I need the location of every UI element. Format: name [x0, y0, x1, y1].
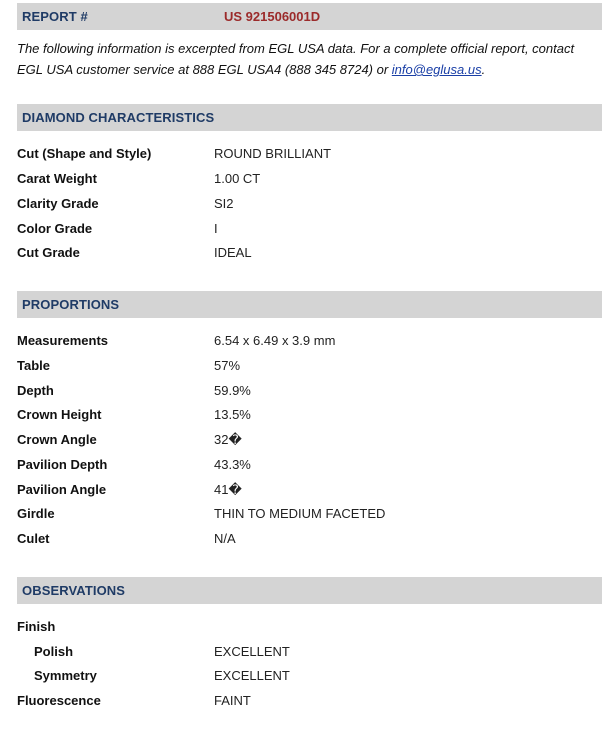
proportions-header	[17, 291, 602, 318]
row-value: 6.54 x 6.49 x 3.9 mm	[214, 333, 336, 348]
row-label: Girdle	[17, 506, 55, 521]
proportion-row	[17, 457, 602, 475]
row-label: Table	[17, 358, 50, 373]
row-label: Symmetry	[34, 668, 97, 683]
row-label: Cut Grade	[17, 245, 80, 260]
proportion-row	[17, 482, 602, 500]
row-value: 43.3%	[214, 457, 251, 472]
row-value: 57%	[214, 358, 241, 373]
proportion-row	[17, 531, 602, 549]
row-value: 32�	[214, 432, 242, 447]
characteristic-row	[17, 146, 602, 164]
row-label: Clarity Grade	[17, 196, 99, 211]
proportion-row	[17, 407, 602, 425]
row-value: EXCELLENT	[214, 644, 290, 659]
proportion-row	[17, 432, 602, 450]
row-value: I	[214, 221, 218, 236]
intro-text: The following information is excerpted from EGL USA data. For a complete official report, contact EGL USA customer service at 888 EGL USA4 (888 345 8724) or	[17, 41, 575, 77]
row-value: 13.5%	[214, 407, 251, 422]
row-label: Measurements	[17, 333, 109, 348]
proportion-row	[17, 383, 602, 401]
row-value: 59.9%	[214, 383, 251, 398]
row-label: Crown Height	[17, 407, 102, 422]
characteristic-row	[17, 171, 602, 189]
row-value: 1.00 CT	[214, 171, 261, 186]
row-label: Polish	[34, 644, 74, 659]
characteristic-row	[17, 245, 602, 263]
section-title: PROPORTIONS	[22, 297, 120, 312]
intro-paragraph	[17, 38, 602, 80]
observation-group-row	[17, 619, 602, 637]
characteristic-row	[17, 221, 602, 239]
row-label: Pavilion Depth	[17, 457, 108, 472]
row-label: Crown Angle	[17, 432, 97, 447]
row-value: FAINT	[214, 693, 251, 708]
proportion-row	[17, 333, 602, 351]
row-value: N/A	[214, 531, 236, 546]
row-label: Carat Weight	[17, 171, 97, 186]
row-value: IDEAL	[214, 245, 252, 260]
row-label: Culet	[17, 531, 50, 546]
section-title: OBSERVATIONS	[22, 583, 126, 598]
row-value: EXCELLENT	[214, 668, 290, 683]
report-number: US 921506001D	[224, 9, 321, 24]
observation-row	[17, 644, 602, 662]
row-value: 41�	[214, 482, 242, 497]
observations-header	[17, 577, 602, 604]
proportion-row	[17, 506, 602, 524]
proportion-row	[17, 358, 602, 376]
row-value: SI2	[214, 196, 234, 211]
row-label: Depth	[17, 383, 54, 398]
observation-row	[17, 693, 602, 711]
row-value: ROUND BRILLIANT	[214, 146, 332, 161]
row-label: Pavilion Angle	[17, 482, 107, 497]
diamond-characteristics-header	[17, 104, 602, 131]
observation-row	[17, 668, 602, 686]
report-label: REPORT #	[22, 9, 88, 24]
report-header-bar	[17, 3, 602, 30]
email-link[interactable]: info@eglusa.us	[391, 62, 482, 77]
characteristic-row	[17, 196, 602, 214]
row-label: Color Grade	[17, 221, 93, 236]
finish-label: Finish	[17, 619, 56, 634]
row-label: Cut (Shape and Style)	[17, 146, 152, 161]
row-label: Fluorescence	[17, 693, 101, 708]
intro-end: .	[481, 62, 486, 77]
section-title: DIAMOND CHARACTERISTICS	[22, 110, 215, 125]
row-value: THIN TO MEDIUM FACETED	[214, 506, 386, 521]
